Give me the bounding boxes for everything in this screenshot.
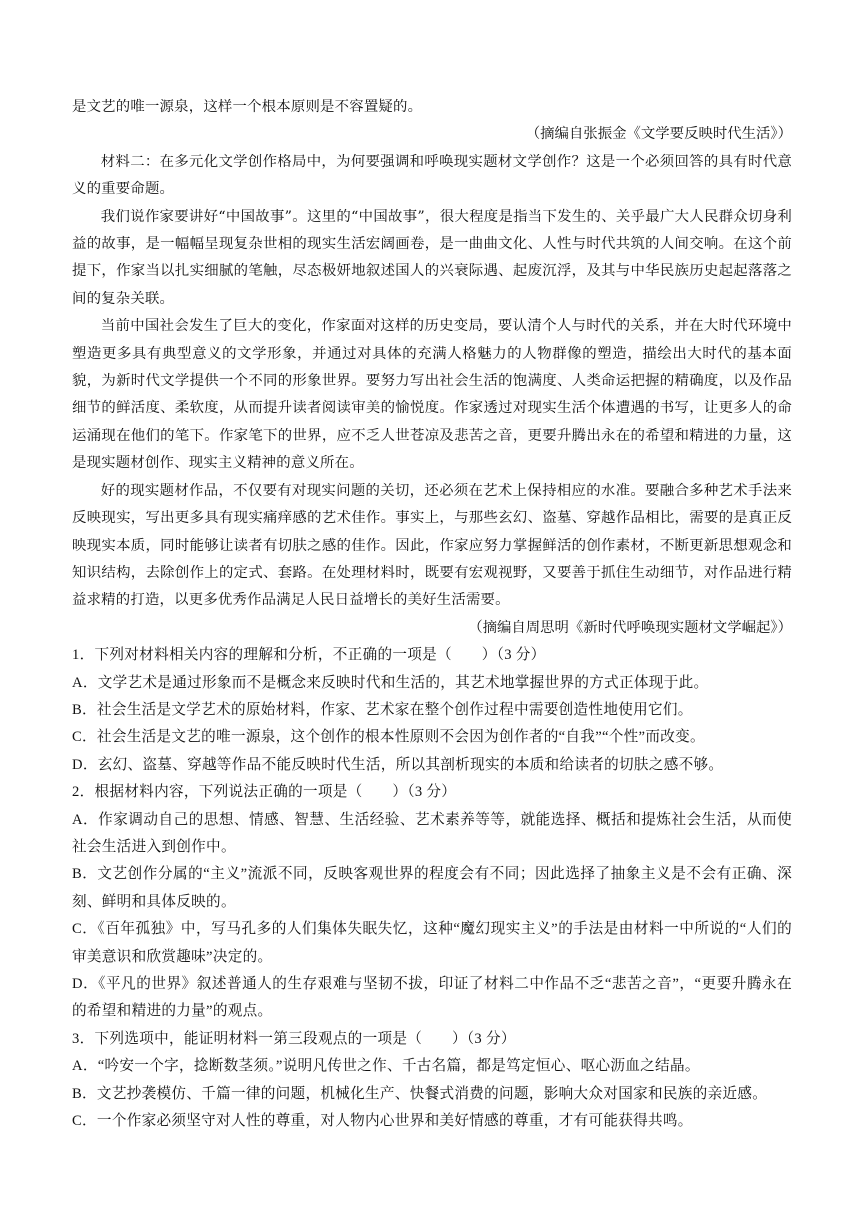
question-2 xyxy=(72,779,792,1026)
passage-paragraph-china-story: 我们说作家要讲好“中国故事”。这里的“中国故事”，很大程度是指当下发生的、关乎最广大人民群众切身利益的故事，是一幅幅呈现复杂世相的现实生活宏阔画卷，是一曲曲文化、人性与时代共筑的人间交响。在这个前提下，作家当以扎实细腻的笔触，尽态极妍地叙述国人的兴衰际遇、起废沉浮，及其与中华民族历史起起落落之间的复杂关联。 xyxy=(72,208,792,307)
passage-paragraph-continuation: 是文艺的唯一源泉，这样一个根本原则是不容置疑的。 xyxy=(72,99,423,115)
option-d: D．《平凡的世界》叙述普通人的生存艰难与坚韧不拔，印证了材料二中作品不乏“悲苦之音”，“更要升腾永在的希望和精进的力量”的观点。 xyxy=(72,976,792,1020)
question-stem: 2．根据材料内容，下列说法正确的一项是（ ）（3 分） xyxy=(72,784,457,801)
question-stem: 1．下列对材料相关内容的理解和分析，不正确的一项是（ ）（3 分） xyxy=(72,647,546,664)
option-a: A．“吟安一个字，捻断数茎须。”说明凡传世之作、千古名篇，都是笃定恒心、呕心沥血之结晶。 xyxy=(72,1058,700,1075)
option-c: C．社会生活是文艺的唯一源泉，这个创作的根本性原则不会因为创作者的“自我”“个性”而改变。 xyxy=(72,729,705,746)
option-a: A．文学艺术是通过形象而不是概念来反映时代和生活的，其艺术地掌握世界的方式正体现于此。 xyxy=(72,674,709,691)
question-1 xyxy=(72,642,792,779)
material-two-intro: 材料二：在多元化文学创作格局中，为何要强调和呼唤现实题材文学创作？这是一个必须回答的具有时代意义的重要命题。 xyxy=(72,153,792,198)
passage-paragraph-social-change: 当前中国社会发生了巨大的变化，作家面对这样的历史变局，要认清个人与时代的关系，并在大时代环境中塑造更多具有典型意义的文学形象，并通过对具体的充满人格魅力的人物群像的塑造，描绘出大时代的基本面貌，为新时代文学提供一个不同的形象世界。要努力写出社会生活的饱满度、人类命运把握的精确度，以及作品细节的鲜活度、柔软度，从而提升读者阅读审美的愉悦度。作家透过对现实生活个体遭遇的书写，让更多人的命运涌现在他们的笔下。作家笔下的世界，应不乏人世苍凉及悲苦之音，更要升腾出永在的希望和精进的力量，这是现实题材创作、现实主义精神的意义所在。 xyxy=(72,318,792,472)
option-c: C．一个作家必须坚守对人性的尊重，对人物内心世界和美好情感的尊重，才有可能获得共鸣。 xyxy=(72,1113,693,1130)
question-stem: 3．下列选项中，能证明材料一第三段观点的一项是（ ）（3 分） xyxy=(72,1030,516,1047)
source-citation-2: （摘编自周思明《新时代呼唤现实题材文学崛起》） xyxy=(468,619,792,636)
option-b: B．社会生活是文学艺术的原始材料，作家、艺术家在整个创作过程中需要创造性地使用它们。 xyxy=(72,701,693,718)
passage-paragraph-realism-works: 好的现实题材作品，不仅要有对现实问题的关切，还必须在艺术上保持相应的水准。要融合多种艺术手法来反映现实，写出更多具有现实痛痒感的艺术佳作。事实上，与那些玄幻、盗墓、穿越作品相比，需要的是真正反映现实本质，同时能够让读者有切肤之感的佳作。因此，作家应努力掌握鲜活的创作素材，不断更新思想观念和知识结构，去除创作上的定式、套路。在处理材料时，既要有宏观视野，又要善于抓住生动细节，对作品进行精益求精的打造，以更多优秀作品满足人民日益增长的美好生活需要。 xyxy=(72,482,792,609)
option-a: A．作家调动自己的思想、情感、智慧、生活经验、艺术素养等等，就能选择、概括和提炼社会生活，从而使社会生活进入到创作中。 xyxy=(72,811,792,855)
option-b: B．文艺创作分属的“主义”流派不同，反映客观世界的程度会有不同；因此选择了抽象主义是不会有正确、深刻、鲜明和具体反映的。 xyxy=(72,866,792,910)
question-3 xyxy=(72,1026,792,1136)
option-d: D．玄幻、盗墓、穿越等作品不能反映时代生活，所以其剖析现实的本质和给读者的切肤之感不够。 xyxy=(72,756,724,773)
source-citation-1: （摘编自张振金《文学要反映时代生活》） xyxy=(525,126,792,143)
option-b: B．文艺抄袭模仿、千篇一律的问题，机械化生产、快餐式消费的问题，影响大众对国家和民族的亲近感。 xyxy=(72,1085,768,1102)
option-c: C．《百年孤独》中，写马孔多的人们集体失眠失忆，这种“魔幻现实主义”的手法是由材料一中所说的“人们的审美意识和欣赏趣味”决定的。 xyxy=(72,921,792,965)
